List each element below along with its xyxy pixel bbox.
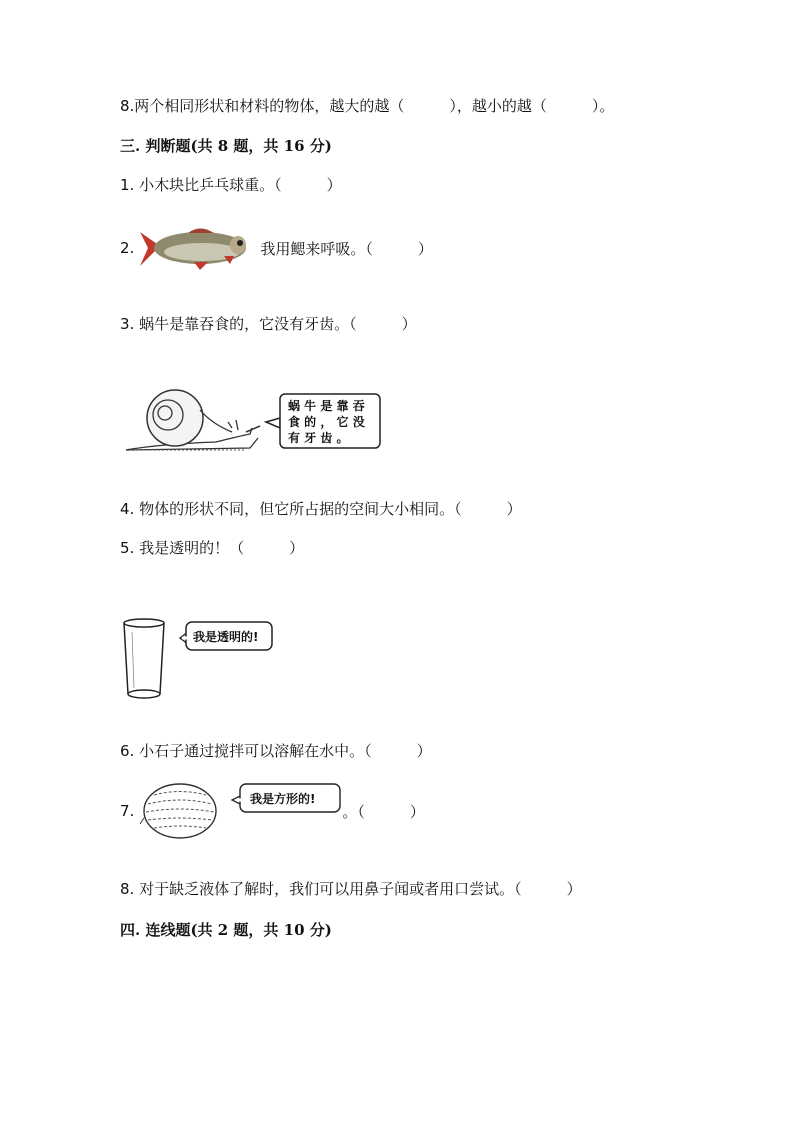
snail-bubble-line-2: 食 的 ， 它 没 bbox=[288, 415, 365, 429]
watermelon-image bbox=[140, 782, 344, 840]
watermelon-bubble-text: 我是方形的! bbox=[250, 792, 316, 806]
judge-question-2-text: 我用鳃来呼吸。（ ） bbox=[260, 239, 433, 258]
glass-illustration bbox=[122, 618, 282, 700]
judge-question-2 bbox=[120, 226, 433, 270]
prev-question-8: 8.两个相同形状和材料的物体，越大的越（ ），越小的越（ ）。 bbox=[120, 97, 615, 115]
section-3-heading: 三. 判断题(共 8 题，共 16 分) bbox=[120, 137, 332, 155]
judge-question-8: 8. 对于缺乏液体了解时，我们可以用鼻子闻或者用口尝试。（ ） bbox=[120, 880, 582, 898]
judge-question-7 bbox=[120, 782, 425, 840]
judge-question-7-tail: 。（ ） bbox=[342, 802, 425, 821]
section-4-heading: 四. 连线题(共 2 题，共 10 分) bbox=[120, 921, 332, 939]
judge-question-1: 1. 小木块比乒乓球重。（ ） bbox=[120, 176, 342, 194]
snail-illustration bbox=[120, 388, 385, 456]
fish-image bbox=[138, 226, 258, 270]
snail-bubble-line-3: 有 牙 齿 。 bbox=[288, 431, 349, 445]
judge-question-7-number: 7. bbox=[120, 802, 135, 820]
snail-bubble-line-1: 蜗 牛 是 靠 吞 bbox=[288, 399, 365, 413]
judge-question-6: 6. 小石子通过搅拌可以溶解在水中。（ ） bbox=[120, 742, 432, 760]
judge-question-3: 3. 蜗牛是靠吞食的，它没有牙齿。（ ） bbox=[120, 315, 417, 333]
glass-bubble-text: 我是透明的! bbox=[193, 630, 259, 644]
judge-question-2-number: 2. bbox=[120, 239, 135, 257]
judge-question-4: 4. 物体的形状不同，但它所占据的空间大小相同。（ ） bbox=[120, 500, 522, 518]
judge-question-5: 5. 我是透明的！（ ） bbox=[120, 539, 305, 557]
